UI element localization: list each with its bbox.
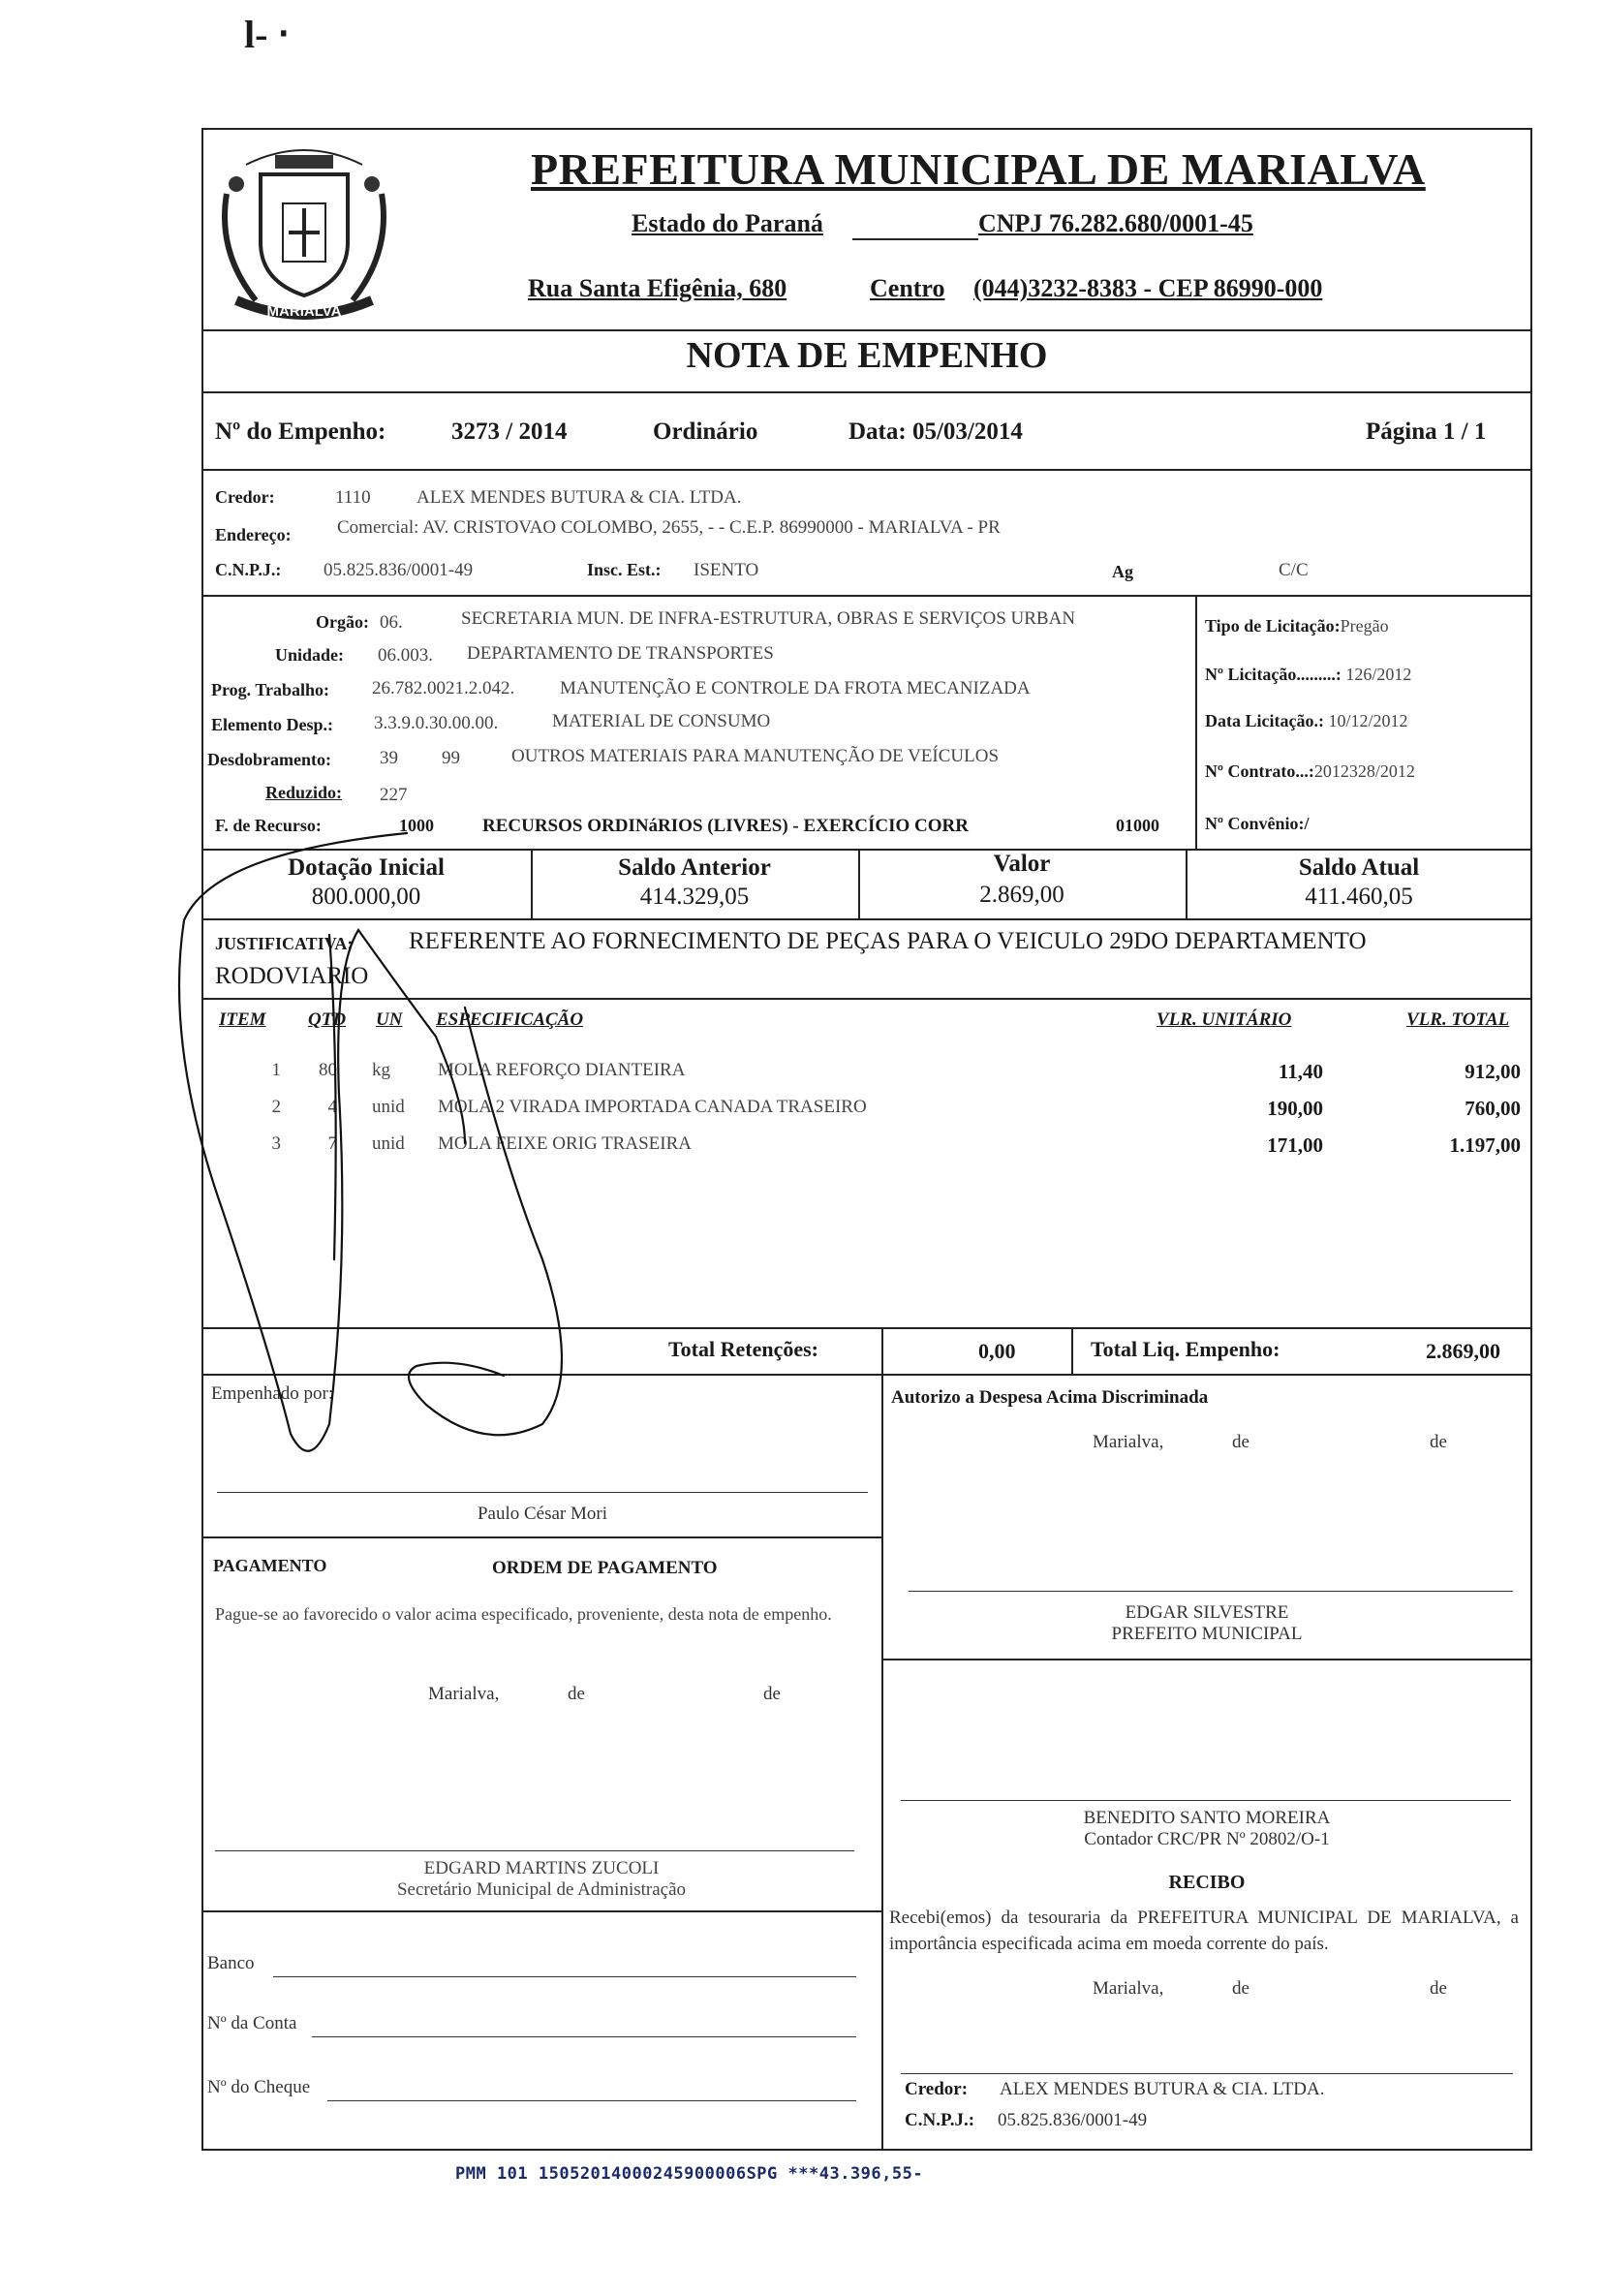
address: Rua Santa Efigênia, 680 xyxy=(528,274,787,302)
fonte-number: 01000 xyxy=(1116,816,1159,835)
credor-code: 1110 xyxy=(335,487,371,508)
contrato-number: 2012328/2012 xyxy=(1313,761,1415,781)
address-label: Endereço: xyxy=(215,525,292,544)
credor-label: Credor: xyxy=(215,487,275,507)
col-item: ITEM xyxy=(219,1009,266,1030)
cc-label: C/C xyxy=(1279,560,1309,580)
recibo-text: Recebi(emos) da tesouraria da PREFEITURA MUNICIPAL DE MARIALVA, a importância especificada acima em moeda corrente do país. xyxy=(889,1908,1519,1954)
valor-label: Valor xyxy=(993,851,1051,877)
fonte-code: 1000 xyxy=(399,816,434,835)
item-total: 1.197,00 xyxy=(1449,1133,1521,1157)
retencoes-value: 0,00 xyxy=(978,1339,1016,1363)
footer-code: PMM 101 15052014000245900006SPG ***43.396,55- xyxy=(455,2164,924,2184)
recibo-cnpj-label: C.N.P.J.: xyxy=(905,2110,975,2130)
saldo-anterior-label: Saldo Anterior xyxy=(618,854,771,881)
empenhado-label: Empenhado por: xyxy=(211,1383,334,1404)
autorizo-label: Autorizo a Despesa Acima Discriminada xyxy=(891,1387,1209,1408)
item-unit-price: 11,40 xyxy=(1278,1060,1323,1083)
item-unit: kg xyxy=(372,1060,390,1080)
item-spec: MOLA REFORÇO DIANTEIRA xyxy=(438,1060,686,1080)
unidade-label: Unidade: xyxy=(275,645,345,665)
recibo-city: Marialva, xyxy=(1093,1978,1164,1999)
prog-name: MANUTENÇÃO E CONTROLE DA FROTA MECANIZADA xyxy=(560,678,1031,698)
empenho-number-label: Nº do Empenho: xyxy=(215,419,386,445)
prog-code: 26.782.0021.2.042. xyxy=(372,678,515,698)
data-licitacao-label: Data Licitação.: 10/12/2012 xyxy=(1205,711,1408,730)
item-spec: MOLA FEIXE ORIG TRASEIRA xyxy=(438,1133,692,1154)
item-total: 912,00 xyxy=(1465,1060,1521,1083)
credor-name: ALEX MENDES BUTURA & CIA. LTDA. xyxy=(416,487,742,508)
conta-field xyxy=(312,2036,856,2037)
autorizo-de2: de xyxy=(1430,1432,1447,1452)
corner-mark: l- ‧ xyxy=(244,13,291,56)
empenho-number: 3273 / 2014 xyxy=(451,419,568,445)
dotacao-value: 800.000,00 xyxy=(311,884,421,910)
phone-cep: (044)3232-8383 - CEP 86990-000 xyxy=(973,274,1323,302)
item-unit-price: 190,00 xyxy=(1267,1097,1323,1120)
pagamento-de2: de xyxy=(763,1684,781,1704)
saldo-atual-label: Saldo Atual xyxy=(1298,854,1420,881)
total-liq-value: 2.869,00 xyxy=(1426,1339,1500,1363)
numero-licitacao-label: Nº Licitação.........: 126/2012 xyxy=(1205,665,1412,684)
autorizo-city: Marialva, xyxy=(1093,1432,1164,1452)
convenio-label: Nº Convênio:/ xyxy=(1205,814,1310,833)
cheque-field xyxy=(327,2100,856,2101)
pagamento-label: PAGAMENTO xyxy=(213,1556,327,1575)
col-un: UN xyxy=(376,1009,403,1030)
recibo-label: RECIBO xyxy=(1168,1872,1246,1893)
ag-label: Ag xyxy=(1112,562,1133,581)
cheque-label: Nº do Cheque xyxy=(207,2077,311,2097)
recibo-de2: de xyxy=(1430,1978,1447,1999)
item-qtd: 7 xyxy=(327,1133,337,1154)
item-unit-price: 171,00 xyxy=(1267,1133,1323,1157)
reduzido-label: Reduzido: xyxy=(265,783,343,802)
item-number: 3 xyxy=(271,1133,281,1154)
elemento-label: Elemento Desp.: xyxy=(211,715,333,734)
municipal-coat-of-arms-icon xyxy=(207,136,401,339)
recibo-de1: de xyxy=(1232,1978,1249,1999)
col-unit-price: VLR. UNITÁRIO xyxy=(1157,1009,1292,1030)
justificativa-line1: REFERENTE AO FORNECIMENTO DE PEÇAS PARA O VEICULO 29DO DEPARTAMENTO xyxy=(409,928,1367,954)
justificativa-label: JUSTIFICATIVA: xyxy=(215,934,354,953)
col-total: VLR. TOTAL xyxy=(1406,1009,1510,1030)
reduzido-value: 227 xyxy=(380,785,408,805)
cnpj-header: CNPJ 76.282.680/0001-45 xyxy=(978,209,1253,237)
numero-licitacao: 126/2012 xyxy=(1345,665,1412,684)
desdobramento-code2: 99 xyxy=(442,748,460,768)
tipo-licitacao-label: Tipo de Licitação:Pregão xyxy=(1205,616,1389,636)
document-title: NOTA DE EMPENHO xyxy=(686,335,1048,376)
ie-label: Insc. Est.: xyxy=(587,560,662,579)
seal-text: MARIALVA xyxy=(266,303,342,320)
item-unit: unid xyxy=(372,1133,405,1154)
pagamento-de1: de xyxy=(568,1684,585,1704)
contador-title: Contador CRC/PR Nº 20802/O-1 xyxy=(1084,1829,1330,1849)
desdobramento-code1: 39 xyxy=(380,748,398,768)
banco-field xyxy=(273,1976,856,1977)
pagamento-text: Pague-se ao favorecido o valor acima especificado, proveniente, desta nota de empenho. xyxy=(215,1604,832,1624)
page-number: Página 1 / 1 xyxy=(1366,419,1487,445)
fonte-label: F. de Recurso: xyxy=(215,816,322,835)
empenhado-signer: Paulo César Mori xyxy=(477,1504,608,1524)
tipo-licitacao: Pregão xyxy=(1340,616,1389,636)
cnpj-label: C.N.P.J.: xyxy=(215,560,282,579)
pagamento-city: Marialva, xyxy=(428,1684,500,1704)
secretario-title: Secretário Municipal de Administração xyxy=(396,1879,687,1900)
credor-cnpj: 05.825.836/0001-49 xyxy=(324,560,474,580)
autorizo-de1: de xyxy=(1232,1432,1249,1452)
item-total: 760,00 xyxy=(1465,1097,1521,1120)
item-number: 1 xyxy=(271,1060,281,1080)
col-spec: ESPECIFICAÇÃO xyxy=(436,1009,584,1030)
empenho-date: Data: 05/03/2014 xyxy=(848,419,1023,445)
orgao-name: SECRETARIA MUN. DE INFRA-ESTRUTURA, OBRAS E SERVIÇOS URBAN xyxy=(461,608,1076,629)
item-spec: MOLA 2 VIRADA IMPORTADA CANADA TRASEIRO xyxy=(438,1097,867,1117)
col-qtd: QTD xyxy=(308,1009,347,1030)
unidade-name: DEPARTAMENTO DE TRANSPORTES xyxy=(467,643,774,664)
data-licitacao: 10/12/2012 xyxy=(1328,711,1408,730)
unidade-code: 06.003. xyxy=(378,645,433,666)
item-qtd: 80 xyxy=(319,1060,337,1080)
recibo-credor-label: Credor: xyxy=(905,2079,969,2099)
prefeito-title: PREFEITO MUNICIPAL xyxy=(1111,1624,1303,1644)
saldo-anterior-value: 414.329,05 xyxy=(639,884,750,910)
ordem-pagamento-label: ORDEM DE PAGAMENTO xyxy=(492,1558,718,1578)
banco-label: Banco xyxy=(207,1953,255,1973)
elemento-name: MATERIAL DE CONSUMO xyxy=(552,711,771,731)
desdobramento-label: Desdobramento: xyxy=(207,750,331,769)
state-name: Estado do Paraná xyxy=(632,209,823,237)
contador-name: BENEDITO SANTO MOREIRA xyxy=(1083,1808,1331,1828)
justificativa-line2: RODOVIARIO xyxy=(215,963,369,989)
orgao-label: Orgão: xyxy=(316,612,369,632)
credor-address: Comercial: AV. CRISTOVAO COLOMBO, 2655, - - C.E.P. 86990000 - MARIALVA - PR xyxy=(337,517,1001,538)
prog-label: Prog. Trabalho: xyxy=(211,680,330,699)
item-number: 2 xyxy=(271,1097,281,1117)
secretario-name: EDGARD MARTINS ZUCOLI xyxy=(423,1858,660,1878)
recibo-credor: ALEX MENDES BUTURA & CIA. LTDA. xyxy=(1000,2079,1325,2099)
item-unit: unid xyxy=(372,1097,405,1117)
credor-ie: ISENTO xyxy=(694,560,759,580)
total-liq-label: Total Liq. Empenho: xyxy=(1091,1337,1280,1361)
desdobramento-name: OUTROS MATERIAIS PARA MANUTENÇÃO DE VEÍCULOS xyxy=(511,746,1000,766)
dotacao-label: Dotação Inicial xyxy=(288,854,445,881)
recibo-cnpj: 05.825.836/0001-49 xyxy=(998,2110,1148,2130)
conta-label: Nº da Conta xyxy=(207,2013,297,2033)
elemento-code: 3.3.9.0.30.00.00. xyxy=(374,713,499,733)
fonte-name: RECURSOS ORDINáRIOS (LIVRES) - EXERCÍCIO CORR xyxy=(482,816,969,836)
empenho-type: Ordinário xyxy=(653,419,758,445)
retencoes-label: Total Retenções: xyxy=(668,1337,818,1361)
valor-value: 2.869,00 xyxy=(979,882,1064,908)
prefeito-name: EDGAR SILVESTRE xyxy=(1125,1602,1289,1623)
item-qtd: 4 xyxy=(327,1097,337,1117)
district: Centro xyxy=(870,274,945,302)
page-title: PREFEITURA MUNICIPAL DE MARIALVA xyxy=(531,144,1426,194)
contrato-label: Nº Contrato...:2012328/2012 xyxy=(1205,761,1415,781)
saldo-atual-value: 411.460,05 xyxy=(1305,884,1413,910)
orgao-code: 06. xyxy=(380,612,403,633)
